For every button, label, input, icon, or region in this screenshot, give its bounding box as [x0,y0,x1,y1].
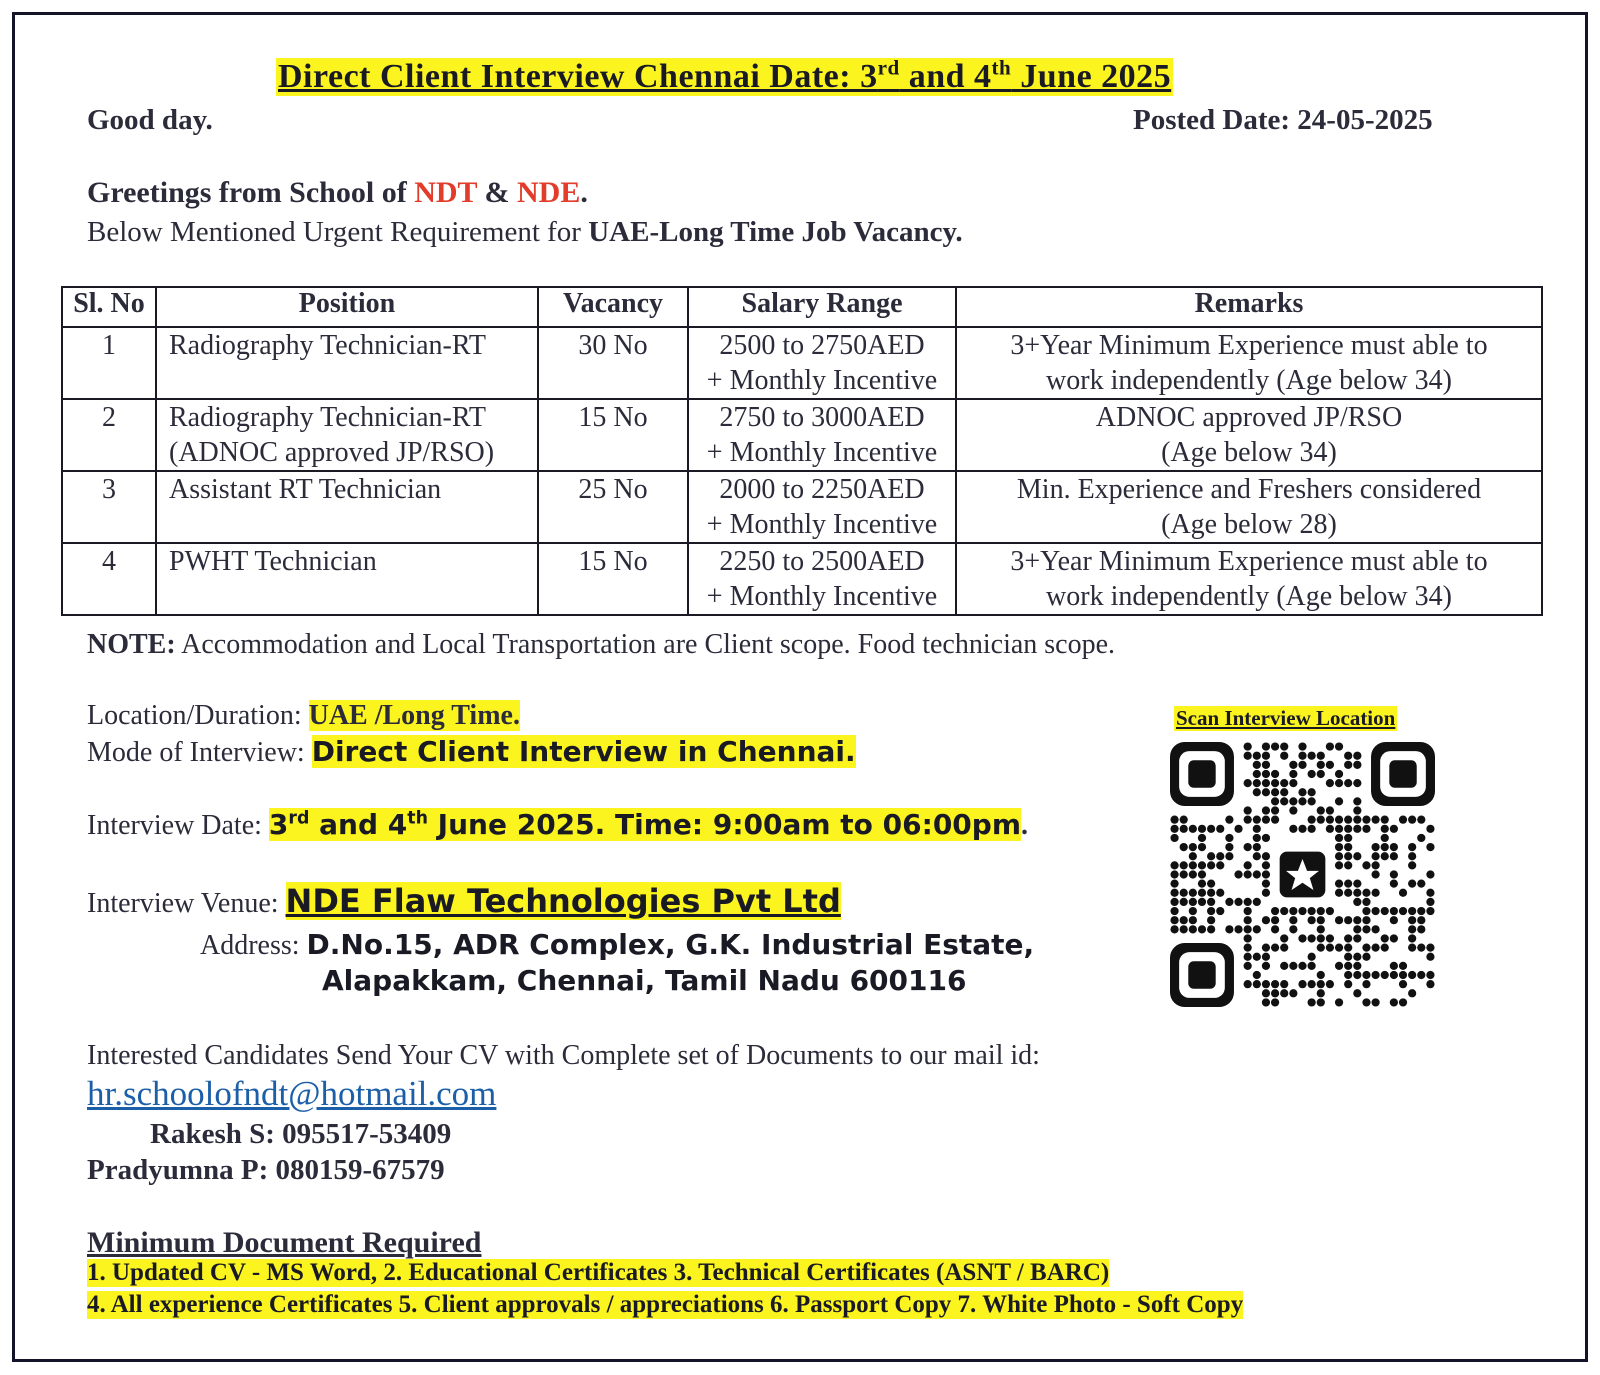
cell-position: Radiography Technician-RT [156,327,538,399]
note-line: NOTE: Accommodation and Local Transportation are Client scope. Food technician scope. [87,629,1116,660]
page-title: Direct Client Interview Chennai Date: 3rd and 4th June 2025 [278,55,1172,95]
location-line: Location/Duration: UAE /Long Time. [87,700,520,731]
table-row [62,543,1542,615]
cell-salary: 2250 to 2500AED + Monthly Incentive [688,543,956,615]
cell-position: PWHT Technician [156,543,538,615]
cell-salary: 2000 to 2250AED + Monthly Incentive [688,471,956,543]
location-value: UAE /Long Time. [308,700,520,731]
posted-date: Posted Date: 24-05-2025 [1133,104,1433,136]
table-row [62,327,1542,399]
contact-pradyumna: Pradyumna P: 080159-67579 [87,1154,445,1186]
cell-sl: 4 [62,543,156,615]
cell-sl: 2 [62,399,156,471]
cell-sl: 1 [62,327,156,399]
mode-value: Direct Client Interview in Chennai. [311,735,856,768]
documents-heading: Minimum Document Required [87,1226,482,1259]
address-line-2: Alapakkam, Chennai, Tamil Nadu 600116 [322,964,967,997]
contact-intro: Interested Candidates Send Your CV with Complete set of Documents to our mail id: [87,1040,1040,1071]
documents-line-2: 4. All experience Certificates 5. Client approvals / appreciations 6. Passport Copy 7. White Photo - Soft Copy [87,1291,1244,1318]
greeting-line: Greetings from School of NDT & NDE. [87,176,588,209]
documents-line-1: 1. Updated CV - MS Word, 2. Educational Certificates 3. Technical Certificates (ASNT / BARC) [87,1259,1110,1286]
requirement-line: Below Mentioned Urgent Requirement for UAE-Long Time Job Vacancy. [87,216,963,248]
nde-text: NDE [517,176,581,209]
header-sl-no: Sl. No [62,287,156,327]
header-salary: Salary Range [688,287,956,327]
mode-line: Mode of Interview: Direct Client Interview in Chennai. [87,735,856,768]
address-line-1: Address: D.No.15, ADR Complex, G.K. Industrial Estate, [200,928,1035,961]
cell-position: Radiography Technician-RT (ADNOC approved JP/RSO) [156,399,538,471]
email-link[interactable]: hr.schoolofndt@hotmail.com [87,1074,497,1113]
cell-salary: 2500 to 2750AED + Monthly Incentive [688,327,956,399]
cell-vacancy: 15 No [538,543,688,615]
qr-code-icon[interactable] [1170,742,1435,1007]
vacancy-table [61,286,1543,616]
cell-remarks: Min. Experience and Freshers considered (Age below 28) [956,471,1542,543]
header-remarks: Remarks [956,287,1542,327]
cell-vacancy: 15 No [538,399,688,471]
ndt-text: NDT [414,176,477,209]
table-header-row [62,287,1542,327]
good-day-text: Good day. [87,104,213,136]
venue-name: NDE Flaw Technologies Pvt Ltd [285,882,841,920]
cell-position: Assistant RT Technician [156,471,538,543]
cell-vacancy: 30 No [538,327,688,399]
cell-sl: 3 [62,471,156,543]
cell-remarks: 3+Year Minimum Experience must able to work independently (Age below 34) [956,543,1542,615]
table-row [62,399,1542,471]
header-vacancy: Vacancy [538,287,688,327]
cell-remarks: 3+Year Minimum Experience must able to work independently (Age below 34) [956,327,1542,399]
cell-vacancy: 25 No [538,471,688,543]
qr-caption: Scan Interview Location [1176,706,1396,730]
interview-date-line: Interview Date: 3rd and 4th June 2025. Time: 9:00am to 06:00pm. [87,808,1029,841]
cell-salary: 2750 to 3000AED + Monthly Incentive [688,399,956,471]
venue-line: Interview Venue: NDE Flaw Technologies Pvt Ltd [87,882,841,920]
header-position: Position [156,287,538,327]
cell-remarks: ADNOC approved JP/RSO (Age below 34) [956,399,1542,471]
contact-rakesh: Rakesh S: 095517-53409 [150,1118,452,1150]
table-row [62,471,1542,543]
interview-date-value: 3rd and 4th June 2025. Time: 9:00am to 06:00pm [268,808,1022,841]
